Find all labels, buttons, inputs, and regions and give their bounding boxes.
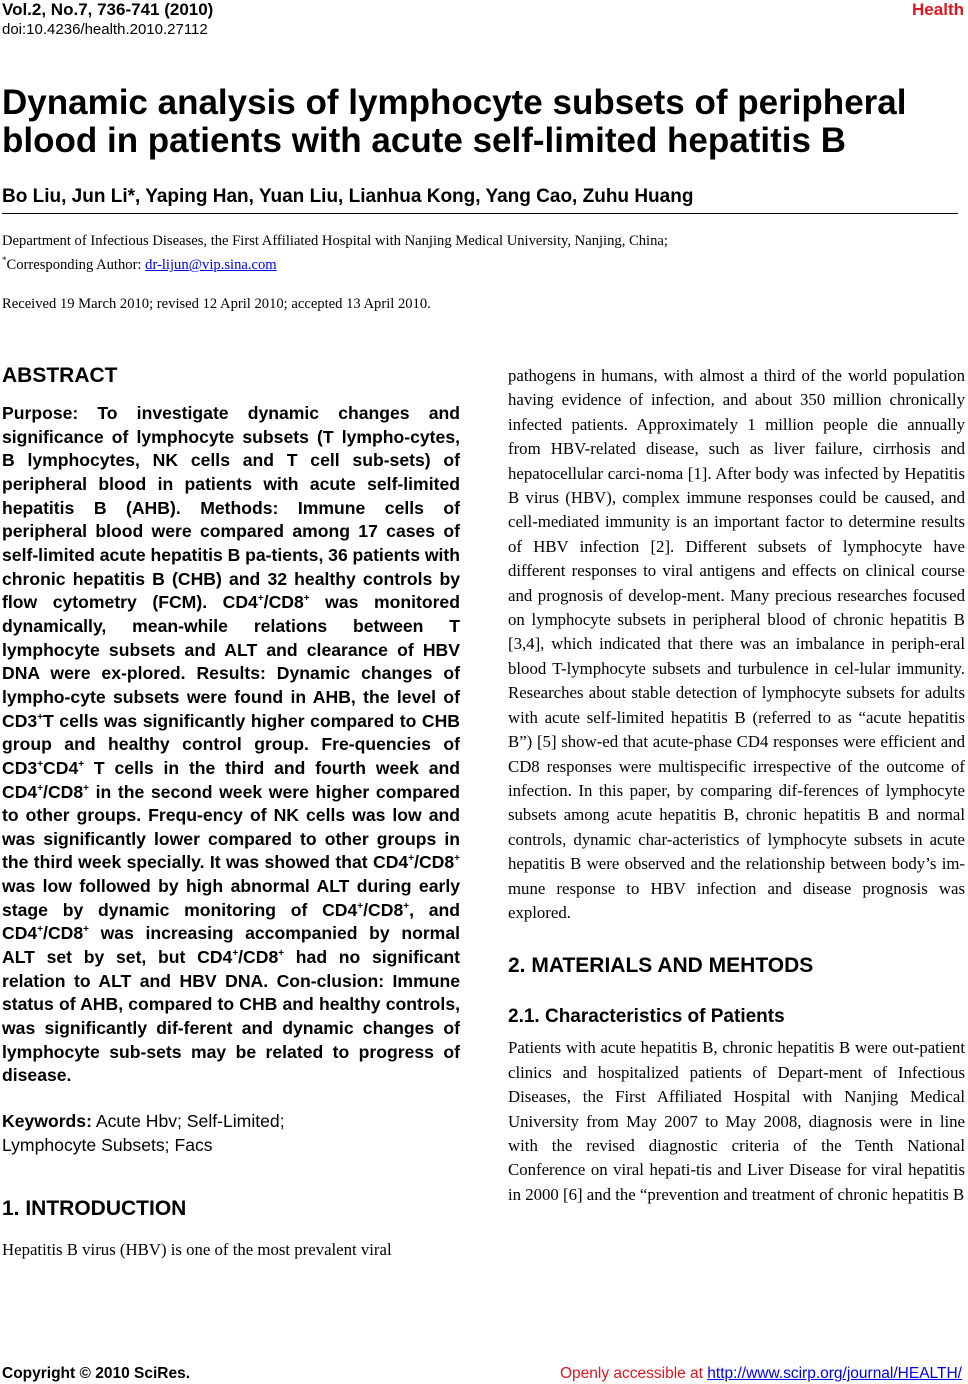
materials-heading: 2. MATERIALS AND MEHTODS: [508, 954, 814, 978]
keywords-line-2: Lymphocyte Subsets; Facs: [2, 1135, 213, 1156]
patients-text: Patients with acute hepatitis B, chronic hepatitis B were out-patient clinics and hospitalized patients of Depart-ment of Infectious Diseases, the First Affiliated Hospital with Nanjing Medical University from May 2007 to May 2008, diagnosis were in line with the revised diagnostic criteria of the Tenth National Conference on viral hepati-tis and Liver Disease for viral hepatitis in 2000 [6] and the “prevention and treatment of chronic hepatitis B: [508, 1038, 965, 1204]
author-list: Bo Liu, Jun Li*, Yaping Han, Yuan Liu, Lianhua Kong, Yang Cao, Zuhu Huang: [2, 186, 694, 207]
volume-info: Vol.2, No.7, 736-741 (2010): [2, 0, 214, 19]
open-access-note: [560, 1364, 962, 1384]
open-access-label: Openly accessible at: [559, 1365, 708, 1382]
keywords-label: Keywords:: [2, 1111, 92, 1132]
patients-subheading: 2.1. Characteristics of Patients: [508, 1006, 785, 1028]
introduction-text: pathogens in humans, with almost a third of the world population having evidence of infection, and about 350 million chronically infected patients. Approximately 1 million people die annually from HBV-related disease, such as liver failure, cirrhosis and hepatocellular carci-noma [1]. After body was infected by Hepatitis B virus (HBV), complex immune responses could be caused, and cell-mediated immunity is an important factor to determine results of HBV infection [2]. Different subsets of lymphocyte have different responses to viral antigens and effects on clinical course and prognosis of develop-ment. Many precious researches focused on lymphocyte subsets in peripheral blood of chronic hepatitis B [3,4], which indicated that there was an imbalance in periph-eral blood T-lymphocyte subsets and turbulence in cel-lular immunity. Researches about stable detection of lymphocyte subsets for adults with acute self-limited hepatitis B (referred to as “acute hepatitis B”) [5] show-ed that acute-phase CD4 responses were efficient and CD8 responses were multispecific irrespective of the outcome of infection. In this paper, by comparing dif-ferences of lymphocyte subsets among acute hepatitis B, chronic hepatitis B and normal controls, dynamic char-acteristics of lymphocyte subsets in acute hepatitis B were observed and the relationship between body’s im-mune response to HBV infection and disease prognosis was explored.: [508, 366, 965, 922]
journal-url-link[interactable]: http://www.scirp.org/journal/HEALTH/: [707, 1365, 962, 1382]
received-dates: Received 19 March 2010; revised 12 April 2010; accepted 13 April 2010.: [2, 296, 431, 312]
author-email-link[interactable]: dr-lijun@vip.sina.com: [145, 256, 277, 273]
journal-name: Health: [912, 0, 964, 19]
corresponding-author: [2, 251, 668, 275]
abstract-text: Purpose: To investigate dynamic changes and significance of lymphocyte subsets (T lympho-cytes, B lymphocytes, NK cells and T cell sub-sets) of peripheral blood in patients with acute self-limited hepatitis B (AHB). Methods: Immune cells of peripheral blood were compared among 17 cases of self-limited acute hepatitis B pa-tients, 36 patients with chronic hepatitis B (CHB) and 32 healthy controls by flow cytometry (FCM). CD4+/CD8+ was monitored dynamically, mean-while relations between T lymphocyte subsets and ALT and clearance of HBV DNA were ex-plored. Results: Dynamic changes of lympho-cyte subsets were found in AHB, the level of CD3+T cells was significantly higher compared to CHB group and healthy control group. Fre-quencies of CD3+CD4+ T cells in the third and fourth week and CD4+/CD8+ in the second week were higher compared to other groups. Frequ-ency of NK cells was low and was significantly lower compared to other groups in the third week specially. It was showed that CD4+/CD8+ was low followed by high abnormal ALT during early stage by dynamic monitoring of CD4+/CD8+, and CD4+/CD8+ was increasing accompanied by normal ALT set by set, but CD4+/CD8+ had no significant relation to ALT and HBV DNA. Con-clusion: Immune status of AHB, compared to CHB and healthy controls, was significantly dif-ferent and dynamic changes of lymphocyte sub-sets may be related to progress of disease.: [2, 403, 460, 1086]
affiliation: Department of Infectious Diseases, the First Affiliated Hospital with Nanjing Medical University, Nanjing, China;: [2, 233, 668, 249]
copyright: Copyright © 2010 SciRes.: [2, 1365, 191, 1382]
introduction-first-line: Hepatitis B virus (HBV) is one of the most prevalent viral: [2, 1240, 392, 1260]
corresponding-label: Corresponding Author:: [6, 256, 146, 273]
title-divider: [2, 213, 958, 214]
paper-title: Dynamic analysis of lymphocyte subsets of peripheral blood in patients with acute self-limited hepatitis B: [2, 83, 907, 160]
abstract-heading: ABSTRACT: [2, 364, 118, 387]
doi: doi:10.4236/health.2010.27112: [2, 21, 208, 38]
keywords-line-1: Acute Hbv; Self-Limited;: [91, 1111, 285, 1132]
keywords: [2, 1109, 460, 1157]
introduction-heading: 1. INTRODUCTION: [2, 1197, 187, 1221]
affiliation-block: [2, 232, 668, 275]
corresponding-marker: *: [2, 255, 7, 265]
left-column: [2, 364, 460, 1262]
right-column: [508, 364, 965, 1207]
